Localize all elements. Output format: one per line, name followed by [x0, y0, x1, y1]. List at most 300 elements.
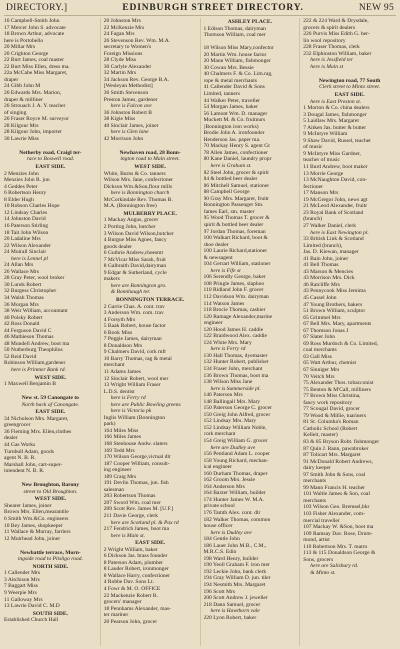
- directory-entry: 160 Durham Thomas, draper: [203, 470, 268, 477]
- directory-entry: 148 Ballingall Mrs. Mary: [203, 398, 261, 405]
- directory-entry: 194 Gray William D. jun. tiler: [203, 575, 271, 582]
- directory-entry: lin wool repository: [303, 37, 346, 44]
- directory-entry: Jas. D. Kiewan, manager: [303, 249, 359, 256]
- directory-entry: here is Lennel pl: [11, 255, 48, 262]
- directory-entry: here is East Newington pl.: [310, 229, 369, 236]
- directory-columns: [4, 18, 396, 646]
- directory-entry: 32 Burgess Christopher: [4, 288, 57, 295]
- directory-entry: [4, 142, 97, 149]
- directory-entry: secretary to Women's: [103, 44, 152, 51]
- directory-entry: 95 Wood Thomas T. grocer &: [203, 215, 270, 222]
- directory-entry: 20 Crighton George: [4, 50, 49, 57]
- directory-entry: 169 Tedd Mrs: [103, 447, 135, 454]
- directory-entry: 4 Burgue Miss Agnes, fancy: [103, 237, 167, 244]
- column-4: [299, 18, 396, 646]
- directory-entry: Robinson William,gardener: [4, 360, 66, 367]
- directory-entry: 10 Bey James, shopkeeper: [4, 522, 63, 529]
- directory-entry: private school: [203, 503, 235, 510]
- directory-entry: Dickson Wm.&Son,flour mills: [103, 183, 173, 190]
- directory-entry: ical engineer: [203, 464, 232, 471]
- directory-entry: 75 Alexander Thos. tobacconist: [303, 380, 374, 387]
- directory-entry: 81 St. Columba's Roman: [303, 419, 359, 426]
- directory-entry: 220 Lyon Robert, baker: [203, 614, 257, 621]
- directory-entry: 100 Laurie Richard,stationer: [203, 248, 268, 255]
- directory-entry: 176 Tamth Alex. cont. dlr: [203, 510, 261, 517]
- directory-entry: 6 Robertson Henry: [4, 190, 47, 197]
- directory-entry: 22 Burt Miss Ellen, dress ma.: [4, 63, 70, 70]
- directory-entry: 34 Jackson Rev. George B.A.: [103, 76, 170, 83]
- directory-entry: 43 Morrison Mrs. Dick: [303, 275, 355, 282]
- directory-entry: 120 Hood James H. caddie: [203, 326, 264, 333]
- directory-entry: 44 Walker Peter, traveller: [203, 97, 261, 104]
- directory-entry: 99 Mann Francis H. teacher: [303, 484, 366, 491]
- directory-entry: 207 Sword Wm. coal mer: [103, 499, 161, 506]
- directory-entry: 40 Sinclair James, joiner: [103, 122, 159, 129]
- directory-entry: 42 Ross Donald: [4, 321, 40, 328]
- directory-entry: 20 Ladaline Mrs: [4, 236, 41, 243]
- directory-entry: here is Falcon ave: [110, 103, 152, 110]
- directory-entry: here is Portobello: [4, 37, 44, 44]
- section-heading: WEST SIDE.: [34, 496, 67, 503]
- header-left: DIRECTORY.]: [6, 3, 68, 13]
- directory-entry: Catholic School (Robert: [303, 425, 358, 432]
- section-heading: New st. 59 Canongate to: [21, 395, 79, 402]
- header-right: NEW 95: [358, 3, 394, 13]
- directory-entry: 198 Ward Henry, builder: [203, 555, 259, 562]
- section-heading: ASHLEY PLACE.: [227, 19, 272, 25]
- section-route: race to Boswell road.: [26, 156, 75, 163]
- directory-entry: 138 Wilson Miss Jane: [203, 379, 253, 386]
- section-route: street to Old Broughton.: [23, 488, 78, 495]
- directory-entry: 91 McDonald Robert Andrews,: [303, 458, 373, 465]
- directory-entry: 18 Pennhams Alexander, mas-: [103, 605, 172, 612]
- directory-entry: Brodie John A. ironfounder: [203, 130, 265, 137]
- section-route: ington road to Main street.: [120, 156, 180, 163]
- directory-entry: 13 Morrie George: [303, 170, 344, 177]
- directory-entry: here is Jessfield ter: [310, 57, 354, 64]
- directory-entry: McCorkindale Rev. Thomas B.: [103, 196, 173, 203]
- directory-entry: 118 Brocie Thomas, cashier: [203, 307, 266, 314]
- directory-entry: 4 Robbe Dav. Sons Lt.: [103, 579, 154, 586]
- directory-entry: 24 Fagan Mrs: [103, 31, 135, 38]
- section-heading: EAST SIDE.: [35, 164, 66, 171]
- directory-entry: 189 Craig Mrs: [103, 473, 137, 480]
- section-heading: EAST SIDE.: [334, 92, 365, 99]
- directory-entry: 120 Ramage Alexander,marine: [203, 313, 273, 320]
- directory-entry: mercial traveller: [303, 517, 340, 524]
- directory-entry: 47 Young Brothers, bakers: [303, 301, 363, 308]
- section-route: North back of Canongate.: [21, 401, 80, 408]
- directory-entry: 54 Morgan James, baker: [203, 104, 258, 111]
- directory-entry: ing engineer: [103, 467, 132, 474]
- directory-entry: 228 Fraser Thomas, clerk: [303, 44, 360, 51]
- directory-entry: 42 Morrison John: [103, 135, 144, 142]
- directory-entry: 110 Robertson Mrs. T. matro: [303, 543, 368, 550]
- directory-entry: 8 Donaldson Mrs: [103, 342, 143, 349]
- directory-entry: L.D.S. dentist: [103, 388, 135, 395]
- directory-entry: 4 Fowr & M. O. OFFICE: [103, 586, 161, 593]
- directory-entry: 26 Fraser Royce M. surveyor: [4, 116, 69, 123]
- directory-entry: 226 Purvis Miss Edith G. ber-: [303, 31, 370, 38]
- directory-entry: 9 McIntyre William: [303, 131, 348, 138]
- directory-entry: 44 Gas Works: [4, 442, 36, 448]
- directory-entry: 1 Edison Thomas, dairyman: [203, 25, 266, 32]
- directory-entry: here is Bonnington church: [110, 190, 170, 197]
- directory-entry: 11 Galloway Mrs: [4, 596, 43, 603]
- directory-entry: 80 Kane Daniel, laundry propr: [203, 156, 272, 163]
- directory-entry: here is Prinmer Bank rd.: [11, 366, 66, 373]
- directory-entry: Bonnington Passenger Stn.: [203, 202, 264, 209]
- directory-entry: 77 Brown Miss Christina,: [303, 393, 361, 400]
- directory-entry: 3 Aitchison Mrs: [4, 576, 40, 583]
- directory-entry: 52 Reid David: [4, 353, 37, 360]
- directory-entry: 9 Shaw David, Russel, teacher: [303, 137, 372, 144]
- directory-entry: 19 McGregor John, news agt: [303, 196, 368, 203]
- directory-entry: 40 Chalmers F. & Co. Lim.rag,: [203, 71, 273, 78]
- directory-entry: Shearer James, joiner: [4, 502, 52, 509]
- directory-entry: 24 Gibb John M: [4, 83, 41, 90]
- directory-entry: 50 Nutherburg Theophilus: [4, 347, 63, 354]
- directory-entry: 12 Lindsay Charles: [4, 209, 48, 216]
- directory-entry: 27 Walker Daniel, clerk: [303, 222, 356, 229]
- page-header: [4, 3, 396, 16]
- directory-entry: here are Scotland pl. & Pax rd: [110, 519, 179, 526]
- section-route: ingside road to Pitsligo road.: [17, 556, 83, 563]
- directory-entry: 8 Lauder Robert, ironmonger: [103, 566, 169, 573]
- directory-entry: 88 Campbell George: [203, 189, 250, 196]
- directory-entry: 9 Weerpie Mrs: [4, 590, 37, 597]
- directory-entry: 24 Allan Mrs: [4, 262, 34, 269]
- directory-entry: here is Main st: [310, 63, 344, 70]
- directory-entry: Foreign Missions: [103, 50, 143, 57]
- directory-entry: 186 Lauer John M.B., C.M.,: [203, 542, 267, 549]
- directory-entry: 2 Menzies John: [4, 170, 39, 177]
- directory-entry: 7 Baggart Miss: [4, 583, 38, 590]
- directory-entry: 21 McLeod Alexander, fruitr: [303, 203, 368, 210]
- directory-entry: 6 Dickson Jas. brass founder: [103, 553, 168, 560]
- directory-entry: 217 Fendrich James, boot ma: [103, 526, 169, 533]
- directory-entry: Established Church Hall: [4, 617, 59, 624]
- directory-entry: Brown Mrs. Ellen,mearantile: [4, 509, 69, 516]
- directory-entry: 7 Aitken Jas. butter & butter: [303, 124, 367, 131]
- directory-entry: greengrocer: [4, 422, 31, 429]
- section-heading: NORTH SIDE.: [32, 563, 69, 570]
- directory-entry: coal merchants: [303, 347, 337, 354]
- directory-entry: 38 Weir William, accountant: [4, 308, 68, 315]
- directory-entry: (Bonnington iron works): [203, 123, 259, 130]
- directory-entry: M.A. (Bonnington free): [103, 203, 157, 210]
- directory-entry: 30 Lunds Robert: [4, 281, 42, 288]
- directory-entry: 6 Guthrie Andrew,cheesmt: [103, 250, 164, 257]
- section-heading: New Broughton, Barony: [21, 482, 80, 489]
- directory-entry: 152 Lindsay Mrs. Mary: [203, 418, 257, 425]
- directory-entry: 146 Paterson Mrs: [203, 392, 243, 399]
- directory-entry: 18 Brown Arthur, advocate: [4, 31, 65, 38]
- directory-entry: 203 Robertson Thomas: [103, 493, 156, 500]
- directory-entry: 97 Smith John & Sons, coal: [303, 471, 366, 478]
- column-3: [200, 18, 297, 646]
- section-heading: Newington road, 77 South: [318, 77, 381, 84]
- directory-entry: 154 Greig William G. grocer: [203, 438, 268, 444]
- directory-entry: 23 Royal Bank of Scotland: [303, 209, 364, 216]
- directory-entry: 1 Mackay Angus, grocer: [103, 217, 159, 224]
- directory-entry: 4 Geddes Peter: [4, 183, 38, 190]
- directory-entry: 164 Anderson Mrs: [203, 483, 245, 490]
- directory-entry: 41 Callender David & Sons: [203, 84, 265, 91]
- directory-entry: merchant: [103, 362, 125, 369]
- directory-entry: here is Main st.: [110, 532, 146, 539]
- directory-entry: 8 Elder Hugh: [4, 196, 34, 203]
- directory-entry: 211 Davie George, clerk: [103, 513, 158, 520]
- directory-entry: makers: [103, 276, 120, 283]
- directory-entry: Turnbull Adam, goods: [4, 448, 54, 455]
- directory-entry: 41 Bell Thomas: [303, 262, 339, 269]
- directory-entry: here is Hawthorn vale: [210, 608, 260, 615]
- directory-entry: goods dealer: [103, 243, 132, 250]
- directory-entry: 28 Clyde Miss: [103, 57, 137, 64]
- section-route: Clerk street to Minto street.: [319, 84, 381, 91]
- directory-entry: 7 Peggie James, dairyman: [103, 336, 162, 343]
- directory-entry: grocers' manager: [103, 599, 142, 606]
- directory-entry: White, Burns & Co. tanners: [103, 170, 166, 177]
- directory-entry: here is Dudley ave: [210, 529, 252, 536]
- directory-entry: 164 Baxter William, builder: [203, 490, 266, 497]
- directory-entry: 124 White Mrs. Mary: [203, 339, 252, 346]
- directory-entry: 51 Brown William, sculptor: [303, 308, 366, 315]
- directory-entry: Limited, tanners: [203, 91, 240, 98]
- directory-entry: 174 Hunter James W. M.A.: [203, 496, 265, 503]
- directory-entry: teacher of music: [303, 157, 340, 164]
- directory-entry: 22 Mackenzie Robert R.: [103, 592, 158, 599]
- directory-entry: 114 Watson James: [203, 300, 245, 307]
- directory-entry: 10 Robson Charles Hope: [4, 203, 60, 210]
- directory-entry: Muckett M. & Co. fruitnurs: [203, 117, 266, 124]
- directory-entry: 168 Stenhouse Andw. slaters: [103, 441, 168, 447]
- directory-entry: 26 Stevenson Rev. Wm. M.A.: [103, 37, 171, 44]
- directory-entry: [104, 142, 197, 149]
- directory-entry: 158 Young Richard, mechan-: [203, 457, 269, 464]
- directory-entry: 218 Dann Samuel, grocer: [203, 601, 261, 608]
- section-heading: WEST SIDE.: [34, 374, 67, 381]
- directory-entry: 8 Wallace Harry, confectioner: [103, 572, 170, 579]
- directory-entry: 13 McNaughton David, con-: [303, 177, 368, 184]
- directory-entry: 84 & bottled beer dealer: [203, 176, 258, 183]
- directory-entry: 30 Lawrie Miss: [4, 135, 39, 142]
- directory-entry: 184 Gentle John: [203, 536, 240, 543]
- directory-entry: of music: [303, 144, 323, 151]
- directory-entry: (branch): [303, 216, 323, 223]
- directory-entry: 65 Grimmel Mrs: [303, 314, 341, 321]
- directory-entry: 194 Nesmith Mrs. Margaret: [203, 582, 266, 589]
- directory-entry: 67 Thomson Jonas J: [303, 327, 349, 334]
- directory-entry: house officer: [203, 523, 233, 530]
- directory-entry: here are Dudley ave: [210, 444, 256, 451]
- directory-entry: here is Victoria pk: [110, 408, 152, 415]
- section-heading: WEST SIDE.: [134, 164, 166, 171]
- directory-entry: 103 Wilson Geo. Bremsel,bkr: [303, 504, 370, 511]
- directory-entry: Kelleit, master): [303, 432, 338, 439]
- directory-entry: & Minto st.: [310, 569, 336, 576]
- directory-entry: M.R.C.S. Edin: [203, 549, 237, 556]
- directory-entry: here is Ferry rd: [110, 395, 146, 402]
- directory-entry: here is Summerside pl.: [210, 385, 261, 392]
- directory-entry: 16 Campbell-Smith John: [4, 18, 60, 24]
- directory-entry: [4, 542, 97, 549]
- directory-entry: agent N. B. R.: [4, 455, 36, 462]
- directory-entry: [4, 475, 97, 482]
- directory-entry: 113 & 115 Donaldson George &: [303, 550, 376, 557]
- directory-entry: 36 Morgan Mrs: [4, 301, 39, 308]
- directory-entry: Henderson Jas. paper ma.: [203, 136, 261, 143]
- directory-entry: park): [103, 421, 116, 428]
- directory-entry: 40 Polsky Robert: [4, 314, 43, 321]
- directory-entry: 112 Davidson Wm. dairyman: [203, 293, 269, 300]
- directory-entry: 9 Chalmers David, cork mfr: [103, 349, 167, 356]
- directory-entry: 22 Burt James, coal master: [4, 57, 64, 64]
- directory-entry: fancy work repository: [303, 399, 353, 406]
- directory-entry: 20 Pearson John, grocer: [103, 618, 158, 625]
- directory-entry: 22 Wilson Alexander: [4, 242, 51, 249]
- directory-entry: 86 Mitchell Samuel, stationer: [203, 182, 270, 189]
- directory-entry: 33 British Link & Scotland: [303, 236, 364, 243]
- directory-entry: here is Graham st.: [210, 163, 252, 170]
- directory-entry: 36 Fleming Mrs. Ellen,clothes: [4, 428, 72, 435]
- directory-entry: 187 Cooper William, consult-: [103, 460, 170, 467]
- section-heading: EAST SIDE.: [135, 540, 166, 547]
- directory-entry: 164 Miles Miss: [103, 427, 139, 434]
- directory-entry: [4, 388, 97, 395]
- directory-entry: 46 Ratcliffe Mrs: [303, 281, 340, 288]
- directory-entry: 3 Anderson Wm. com. trav: [103, 310, 164, 317]
- directory-entry: 48 Mundell Andrew, boot ma: [4, 340, 70, 347]
- directory-entry: engineer: [203, 320, 223, 327]
- directory-entry: 122 Braidwood Alex. caddie: [203, 333, 267, 340]
- directory-entry: 70 Veitch Mrs: [303, 373, 335, 380]
- directory-entry: cork merchant: [203, 431, 236, 438]
- directory-entry: Thomson William, coal mer: [203, 32, 266, 39]
- section-heading: Newbattle terrace, Morn-: [20, 549, 81, 556]
- directory-entry: 130 Hall Thomas, dyemaster: [203, 352, 268, 359]
- directory-entry: Limited (branch),: [303, 242, 343, 249]
- directory-entry: dairy keeper: [303, 465, 331, 472]
- directory-entry: 9 Edgar & Sutherland, cycle: [103, 269, 167, 276]
- directory-entry: 82 Steel John, grocer & spirit: [203, 169, 269, 176]
- directory-entry: 101 Waltle James & Son, coal: [303, 491, 370, 498]
- directory-entry: 34 Nicholson Mrs. Margaret,: [4, 415, 69, 422]
- directory-entry: 22 McKenzie Mrs: [103, 24, 145, 31]
- directory-entry: 232 Elphinston William, baker: [303, 50, 372, 57]
- directory-entry: 36 Smith Stevenson: [103, 90, 149, 97]
- directory-entry: 136 Brown Thomas, boot ma: [203, 372, 269, 379]
- directory-entry: 162 Groom Mrs. Jessie: [203, 477, 255, 484]
- directory-entry: 20 Mann William, fishmonger: [203, 58, 271, 65]
- directory-entry: 28 Kilgour John, importer: [4, 129, 62, 136]
- directory-entry: 41 Bain John, joiner: [303, 255, 349, 262]
- directory-entry: rope & metal merchants: [203, 77, 257, 84]
- directory-entry: 5 Baak Robert, house factor: [103, 323, 166, 330]
- directory-entry: 38 Kigie Miss: [103, 116, 136, 123]
- directory-entry: 14 Johnston David: [4, 216, 46, 223]
- directory-entry: 11 Adams James: [103, 368, 141, 375]
- directory-entry: 8 Galbraith David,dairyman: [103, 263, 167, 270]
- directory-entry: 18 Tait John Wilson: [4, 229, 49, 236]
- directory-entry: 166 Miles James: [103, 434, 142, 441]
- directory-entry: 30 Carlyle Alexander: [103, 63, 152, 70]
- directory-entry: 2 Wright William, baker: [103, 546, 158, 553]
- directory-entry: 75 Benton & M'Call, milliners: [303, 386, 371, 393]
- directory-entry: 44 Ferguson David C: [4, 327, 52, 334]
- directory-entry: mond, artist: [303, 537, 330, 544]
- directory-entry: 1 Maxwell Benjamin B: [4, 381, 56, 388]
- directory-entry: 196 Scott Mrs: [203, 588, 235, 595]
- section-heading: BONNINGTON TERRACE.: [116, 296, 185, 303]
- directory-entry: 6 Book Miss: [103, 329, 133, 336]
- column-1: [4, 18, 97, 646]
- directory-entry: 16 Paterson Stirling: [4, 222, 49, 229]
- directory-entry: 182 Walker Thomas, common: [203, 516, 271, 523]
- directory-entry: Menzies John R. jun: [4, 177, 50, 184]
- directory-entry: Preston James, gardener: [103, 96, 158, 103]
- directory-entry: 7 McVicar Miss Sarah, fruit: [103, 256, 166, 263]
- directory-entry: 192 Leckie John, bank clerk: [203, 568, 267, 575]
- directory-entry: merchants: [303, 497, 327, 504]
- directory-entry: Marshall John, cart-super-: [4, 461, 63, 468]
- directory-entry: 26 Wallace Mrs: [4, 268, 39, 275]
- directory-entry: 222 & 224 Ward & Drysdale,: [303, 18, 369, 24]
- directory-entry: [Wesleyan Methodist]: [103, 83, 153, 90]
- directory-entry: 67 Sinniger Mrs: [303, 366, 340, 373]
- directory-entry: [303, 70, 396, 77]
- directory-entry: spirit & bottled beer dealer: [203, 221, 264, 228]
- directory-entry: draper & milliner: [4, 96, 43, 103]
- directory-entry: 13 Wright William Fraser: [103, 382, 161, 389]
- directory-entry: 28 Kilgour Mrs: [4, 122, 39, 129]
- directory-entry: 77 Scougal David, grocer: [303, 406, 360, 413]
- directory-entry: 87 Tolicart Mrs. Margaret: [303, 452, 361, 459]
- directory-entry: 78 Allen James, confectioner: [203, 149, 268, 156]
- directory-entry: 107 Mackay W. &Son, boot ma: [303, 524, 374, 531]
- directory-entry: here are Bonnington gro.: [110, 282, 167, 289]
- directory-entry: 108 Pringle James, slaphoo: [203, 280, 265, 287]
- directory-entry: 8 Paterson Adam, plumber: [103, 559, 163, 566]
- section-heading: Newhaven road, 28 Bonn-: [119, 149, 181, 156]
- directory-entry: 200 Scott Andrew J. jeweller: [203, 595, 268, 602]
- directory-entry: 22a McCabe Miss Margaret,: [4, 70, 68, 77]
- directory-entry: 63 Gall Miss: [303, 353, 332, 360]
- directory-entry: & newsagent: [203, 254, 233, 261]
- directory-entry: James Earl, stn. master: [203, 208, 255, 215]
- directory-entry: grocers & spirit dealers: [303, 24, 356, 31]
- directory-entry: 26 Edwards Mrs. Marion,: [4, 90, 62, 97]
- directory-entry: 100 Walkart Richard, boot &: [203, 235, 268, 242]
- directory-entry: 67 Slater John: [303, 334, 335, 341]
- directory-entry: of singing: [4, 109, 27, 116]
- directory-entry: 13 Lawrie David C. M.D: [4, 603, 60, 610]
- directory-entry: 132 Hunter Robert, publisher: [203, 359, 269, 366]
- directory-entry: 10 Barry Thomas, rag & metal: [103, 355, 172, 362]
- directory-entry: 150 Greig John Alfred, grocer: [203, 411, 271, 418]
- column-2: [100, 18, 197, 646]
- directory-entry: 12 Sinclair Robert, wool mer: [103, 375, 169, 382]
- directory-entry: 34 Walsh Thomas: [4, 294, 44, 301]
- directory-entry: here is Fife st: [210, 267, 241, 274]
- directory-entry: 20 Martin Wm. house factor: [203, 51, 267, 58]
- directory-entry: Sons, grocers: [303, 556, 334, 563]
- directory-entry: 2 Portlog John, butcher: [103, 223, 156, 230]
- directory-entry: dealer: [4, 435, 18, 442]
- directory-entry: 24 Muirall Sinclair: [4, 249, 47, 256]
- directory-entry: 90 Gray Mrs. Margaret, fruitr: [203, 195, 270, 202]
